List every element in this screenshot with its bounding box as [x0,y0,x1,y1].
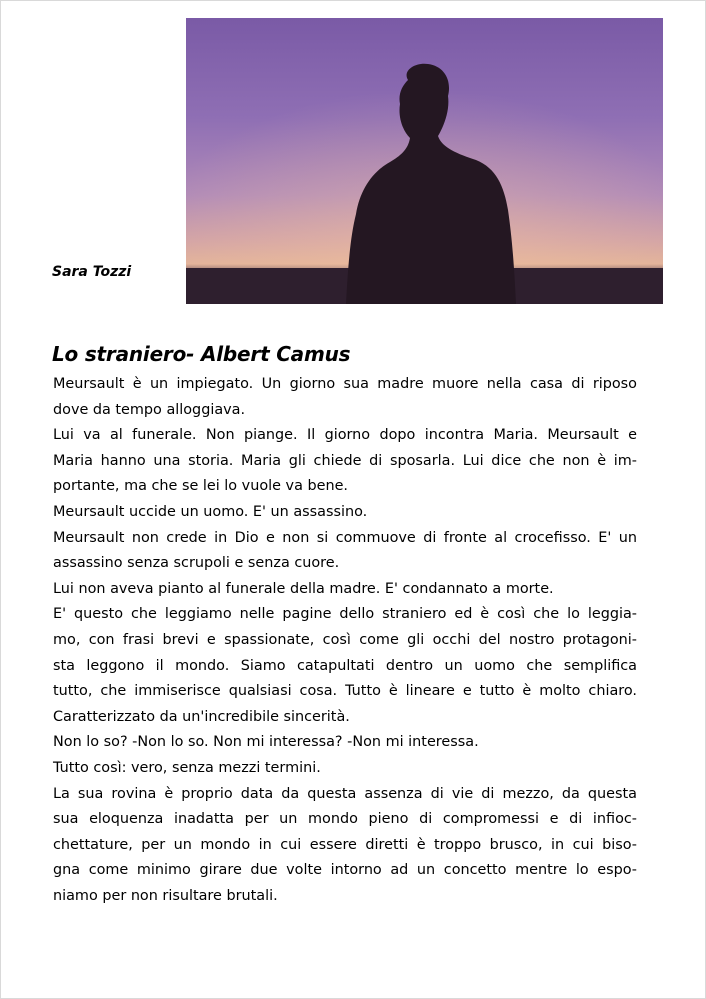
text-line: niamo per non risultare brutali. [53,887,278,904]
text-line: Meursault è un impiegato. Un giorno sua madre muore nella casa di riposo [53,376,637,392]
author-name: Sara Tozzi [52,264,132,280]
article-title: Lo straniero- Albert Camus [52,342,351,366]
article-body [53,372,637,909]
text-line: Caratterizzato da un'incredibile sincerità. [53,708,350,725]
text-line: dove da tempo alloggiava. [53,401,246,418]
text-line: chettature, per un mondo in cui essere diretti è troppo brusco, in cui biso- [53,836,637,853]
text-line: La sua rovina è proprio data da questa assenza di vie di mezzo, da questa [53,785,637,802]
text-line: Tutto così: vero, senza mezzi termini. [53,759,321,776]
text-line: assassino senza scrupoli e senza cuore. [53,555,340,572]
text-line: mo, con frasi brevi e spassionate, così come gli occhi del nostro protagoni- [53,631,637,648]
text-line: Lui va al funerale. Non piange. Il giorno dopo incontra Maria. Meursault e [53,427,637,444]
text-line: E' questo che leggiamo nelle pagine dello straniero ed è così che lo leggia- [53,606,637,623]
text-line: Lui non aveva pianto al funerale della madre. E' condannato a morte. [53,580,554,597]
text-line: Meursault non crede in Dio e non si commuove di fronte al crocefisso. E' un [53,529,637,546]
silhouette-photo [186,18,663,304]
text-line: sua eloquenza inadatta per un mondo pieno di compromessi e di infioc- [53,811,637,828]
silhouette-image [186,18,663,304]
text-line: portante, ma che se lei lo vuole va bene. [53,478,348,495]
text-line: Non lo so? -Non lo so. Non mi interessa? -Non mi interessa. [53,734,479,751]
text-line: gna come minimo girare due volte intorno ad un concetto mentre lo espo- [53,862,637,879]
text-line: Maria hanno una storia. Maria gli chiede di sposarla. Lui dice che non è im- [53,452,637,469]
text-line: tutto, che immiserisce qualsiasi cosa. Tutto è lineare e tutto è molto chiaro. [53,683,637,700]
text-line: Meursault uccide un uomo. E' un assassino. [53,503,368,520]
text-line: sta leggono il mondo. Siamo catapultati dentro un uomo che semplifica [53,657,637,674]
